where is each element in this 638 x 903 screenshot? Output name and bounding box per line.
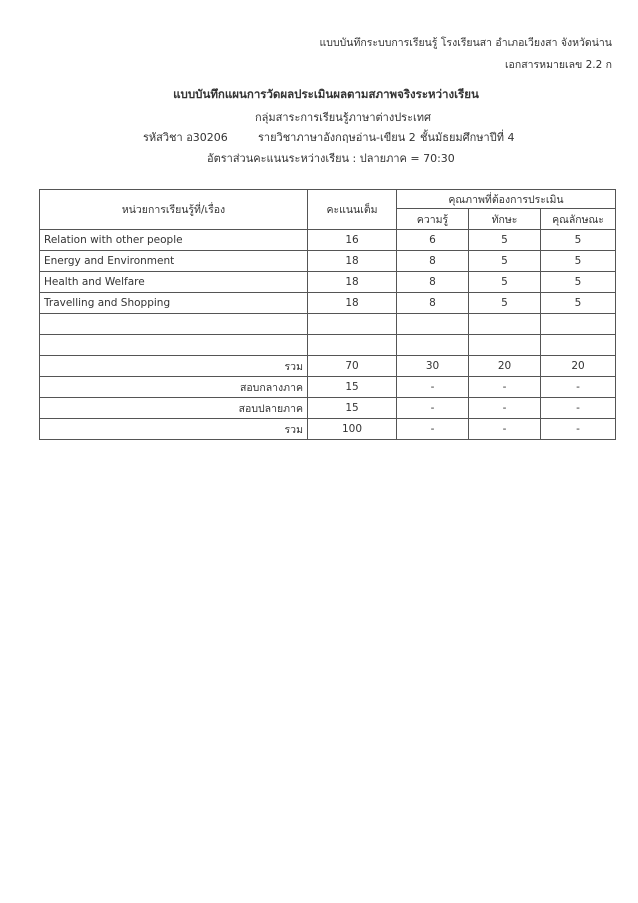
summary-skill: -	[469, 419, 541, 440]
summary-row	[40, 398, 616, 419]
unit-name: Relation with other people	[40, 230, 308, 251]
summary-row	[40, 356, 616, 377]
header-quality: คุณภาพที่ต้องการประเมิน	[397, 190, 616, 209]
table-row	[40, 251, 616, 272]
empty-cell	[397, 335, 469, 356]
summary-label: สอบปลายภาค	[40, 398, 308, 419]
summary-skill: 20	[469, 356, 541, 377]
summary-full-score: 70	[308, 356, 397, 377]
table-row	[40, 272, 616, 293]
page-title: แบบบันทึกแผนการวัดผลประเมินผลตามสภาพจริงระหว่างเรียน	[173, 87, 479, 101]
summary-row	[40, 419, 616, 440]
empty-cell	[308, 314, 397, 335]
summary-label: สอบกลางภาค	[40, 377, 308, 398]
summary-knowledge: 30	[397, 356, 469, 377]
empty-row	[40, 335, 616, 356]
subject-group: กลุ่มสาระการเรียนรู้ภาษาต่างประเทศ	[255, 111, 431, 124]
summary-row	[40, 377, 616, 398]
empty-cell	[469, 314, 541, 335]
empty-cell	[40, 314, 308, 335]
knowledge-score: 8	[397, 251, 469, 272]
header-skill: ทักษะ	[469, 209, 541, 230]
summary-label: รวม	[40, 356, 308, 377]
skill-score: 5	[469, 272, 541, 293]
summary-full-score: 15	[308, 398, 397, 419]
summary-skill: -	[469, 377, 541, 398]
header-knowledge: ความรู้	[397, 209, 469, 230]
empty-cell	[541, 314, 616, 335]
summary-full-score: 15	[308, 377, 397, 398]
summary-full-score: 100	[308, 419, 397, 440]
summary-attribute: 20	[541, 356, 616, 377]
empty-cell	[541, 335, 616, 356]
empty-cell	[469, 335, 541, 356]
grade-level: ชั้นมัธยมศึกษาปีที่ 4	[420, 131, 515, 144]
empty-cell	[397, 314, 469, 335]
table-row	[40, 293, 616, 314]
course-name: รายวิชาภาษาอังกฤษอ่าน-เขียน 2	[258, 131, 416, 144]
document-number: เอกสารหมายเลข 2.2 ก	[504, 59, 612, 71]
table-row	[40, 230, 616, 251]
skill-score: 5	[469, 230, 541, 251]
unit-name: Health and Welfare	[40, 272, 308, 293]
summary-attribute: -	[541, 419, 616, 440]
summary-attribute: -	[541, 377, 616, 398]
summary-attribute: -	[541, 398, 616, 419]
unit-name: Travelling and Shopping	[40, 293, 308, 314]
summary-knowledge: -	[397, 377, 469, 398]
attribute-score: 5	[541, 230, 616, 251]
empty-row	[40, 314, 616, 335]
empty-cell	[40, 335, 308, 356]
full-score: 16	[308, 230, 397, 251]
full-score: 18	[308, 272, 397, 293]
knowledge-score: 6	[397, 230, 469, 251]
score-ratio: อัตราส่วนคะแนนระหว่างเรียน : ปลายภาค = 70:30	[207, 152, 455, 165]
summary-knowledge: -	[397, 419, 469, 440]
table-header-row	[40, 190, 616, 209]
skill-score: 5	[469, 251, 541, 272]
header-attribute: คุณลักษณะ	[541, 209, 616, 230]
attribute-score: 5	[541, 251, 616, 272]
header-full-score: คะแนนเต็ม	[308, 190, 397, 230]
full-score: 18	[308, 293, 397, 314]
summary-knowledge: -	[397, 398, 469, 419]
course-code: รหัสวิชา อ30206	[143, 131, 228, 144]
attribute-score: 5	[541, 293, 616, 314]
knowledge-score: 8	[397, 293, 469, 314]
unit-name: Energy and Environment	[40, 251, 308, 272]
knowledge-score: 8	[397, 272, 469, 293]
attribute-score: 5	[541, 272, 616, 293]
summary-skill: -	[469, 398, 541, 419]
header-unit: หน่วยการเรียนรู้ที่/เรื่อง	[40, 190, 308, 230]
assessment-plan-table	[39, 189, 616, 440]
header-school-line: แบบบันทึกระบบการเรียนรู้ โรงเรียนสา อำเภอเวียงสา จังหวัดน่าน	[319, 37, 612, 49]
summary-label: รวม	[40, 419, 308, 440]
empty-cell	[308, 335, 397, 356]
skill-score: 5	[469, 293, 541, 314]
full-score: 18	[308, 251, 397, 272]
